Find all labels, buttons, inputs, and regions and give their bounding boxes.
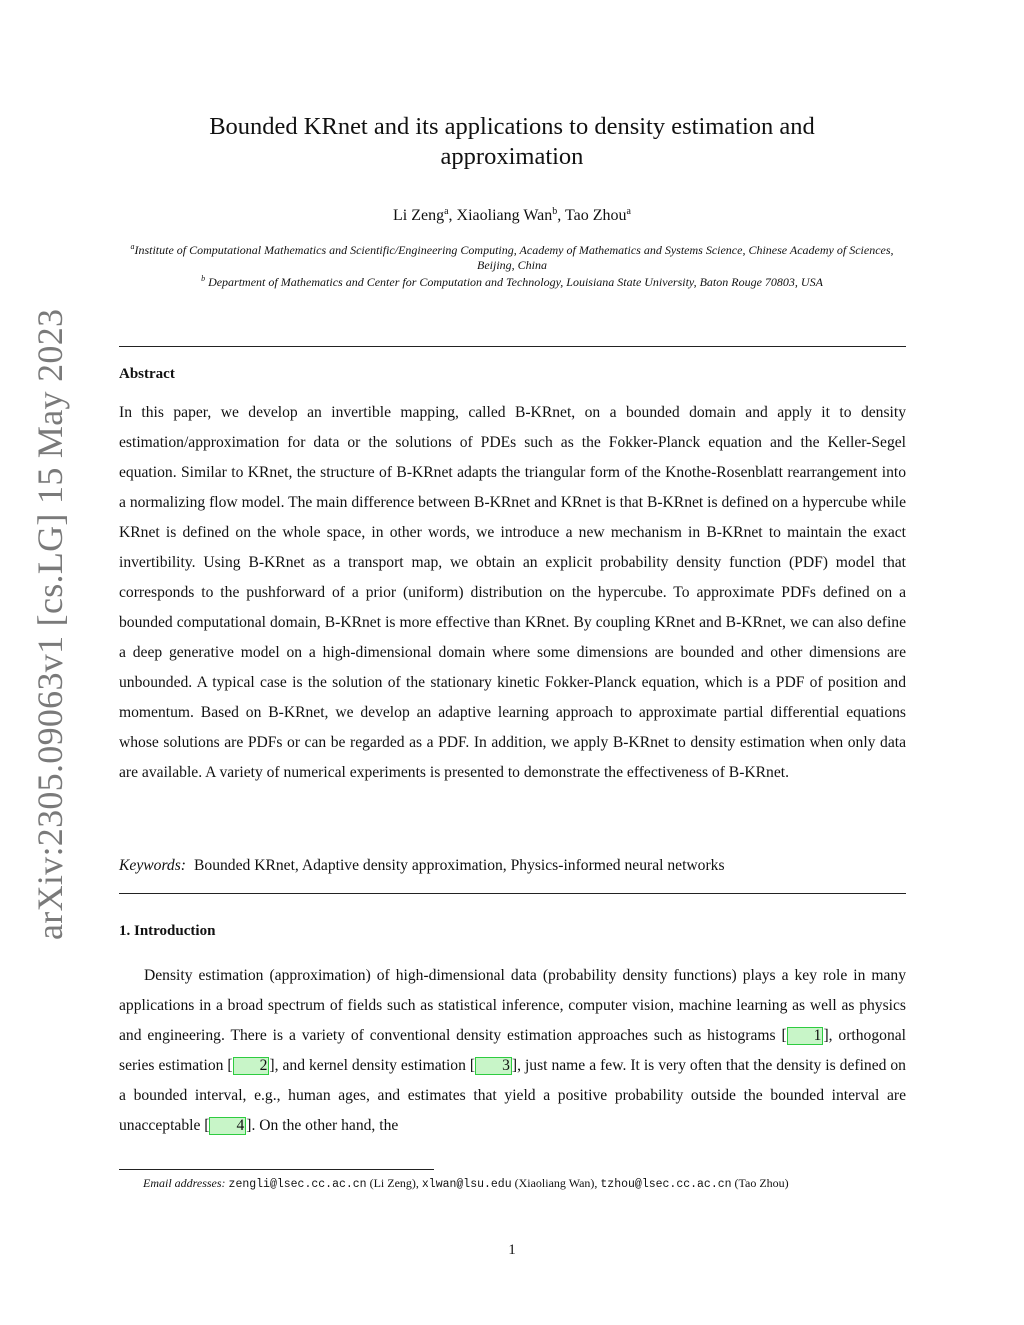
intro-text: , and kernel density estimation (274, 1057, 470, 1074)
paper-title: Bounded KRnet and its applications to density estimation and approximation (209, 113, 815, 170)
arxiv-stamp: arXiv:2305.09063v1 [cs.LG] 15 May 2023 (30, 308, 70, 940)
email-link[interactable]: zengli@lsec.cc.ac.cn (228, 1178, 367, 1191)
affiliation-text: Department of Mathematics and Center for Computation and Technology, Louisiana State University, Baton Rouge 70803, USA (208, 275, 823, 289)
affiliation-a (120, 239, 904, 273)
citation-link[interactable]: 3 (475, 1057, 512, 1075)
affiliation-text: Institute of Computational Mathematics and Scientific/Engineering Computing, Academy of Mathematics and Systems Science, Chinese Academy of Sciences, Beijing, China (134, 243, 894, 272)
page-number: 1 (508, 1242, 516, 1258)
email-owner: (Tao Zhou) (734, 1176, 789, 1190)
affiliation-b (120, 271, 904, 290)
abstract-top-rule (119, 346, 906, 347)
email-owner: (Li Zeng), (369, 1176, 419, 1190)
affiliation-mark: b (201, 274, 206, 283)
author-affil-mark: a (626, 206, 631, 217)
keywords-text: Bounded KRnet, Adaptive density approximation, Physics-informed neural networks (194, 857, 725, 874)
email-link[interactable]: xlwan@lsu.edu (421, 1178, 512, 1191)
citation-link[interactable]: 1 (787, 1027, 824, 1045)
footnote-label: Email addresses: (143, 1176, 226, 1190)
intro-text: , orthogonal series estimation (119, 1027, 906, 1074)
section-heading-introduction: 1. Introduction (119, 923, 216, 939)
author-name: Li Zeng (393, 207, 445, 224)
introduction-paragraph: Density estimation (approximation) of high-dimensional data (probability density functions) plays a key role in many applications in a broad spectrum of fields such as statistical inference, computer vision, machine learning as well as physics and engineering. There is a variety of conventional density estimation approaches such as histograms [ 1 ], orthogonal series estimation [ 2 ], and kernel density estimation [ 3 ], just name a few. It is very often that the density is defined on a bounded interval, e.g., human ages, and estimates that yield a positive probability outside the bounded interval are unacceptable [ 4 ]. On the other hand, the (119, 967, 906, 1134)
author-list: Li Zeng$^a$, Xiaoliang Wan$^b$, Tao Zhou$^a$ (393, 206, 631, 224)
email-link[interactable]: tzhou@lsec.cc.ac.cn (600, 1178, 732, 1191)
author-name: Tao Zhou (565, 207, 627, 224)
intro-text: . On the other hand, the (251, 1117, 399, 1134)
footnote-emails (119, 1175, 906, 1193)
abstract-heading: Abstract (119, 366, 175, 382)
intro-text: Density estimation (approximation) of high-dimensional data (probability density functions) plays a key role in many applications in a broad spectrum of fields such as statistical inference, computer vision, machine learning as well as physics and engineering. There is a variety of conventional density estimation approaches such as histograms (119, 967, 906, 1044)
keywords (119, 855, 906, 877)
abstract-bottom-rule (119, 893, 906, 894)
author-affil-mark: a (444, 206, 449, 217)
affiliation-mark: a (130, 242, 135, 251)
abstract-text: In this paper, we develop an invertible mapping, called B-KRnet, on a bounded domain and apply it to density estimation/approximation for data or the solutions of PDEs such as the Fokker-Planck equation and the Keller-Segel equation. Similar to KRnet, the structure of B-KRnet adapts the triangular form of the Knothe-Rosenblatt rearrangement into a normalizing flow model. The main difference between B-KRnet and KRnet is that B-KRnet is defined on a hypercube while KRnet is defined on the whole space, in other words, we introduce a new mechanism in B-KRnet to maintain the exact invertibility. Using B-KRnet as a transport map, we obtain an explicit probability density function (PDF) model that corresponds to the pushforward of a prior (uniform) distribution on the hypercube. To approximate PDFs defined on a bounded computational domain, B-KRnet is more effective than KRnet. By coupling KRnet and B-KRnet, we can also define a deep generative model on a high-dimensional domain where some dimensions are bounded and other dimensions are unbounded. A typical case is the solution of the stationary kinetic Fokker-Planck equation, which is a PDF of position and momentum. Based on B-KRnet, we develop an adaptive learning approach to approximate partial differential equations whose solutions are PDFs or can be regarded as a PDF. In addition, we apply B-KRnet to density estimation when only data are available. A variety of numerical experiments is presented to demonstrate the effectiveness of B-KRnet. (119, 404, 906, 781)
author-affil-mark: b (552, 206, 558, 217)
author-name: Xiaoliang Wan (456, 207, 553, 224)
citation-link[interactable]: 4 (209, 1117, 246, 1135)
footnote-rule (119, 1169, 434, 1170)
keywords-label: Keywords: (119, 857, 186, 874)
intro-text: , just name a few. It is very often that the density is defined on a bounded interval, e.g., human ages, and estimates that yield a positive probability outside the bounded interval are unacceptable (119, 1057, 906, 1134)
email-owner: (Xiaoliang Wan), (514, 1176, 598, 1190)
citation-link[interactable]: 2 (233, 1057, 270, 1075)
